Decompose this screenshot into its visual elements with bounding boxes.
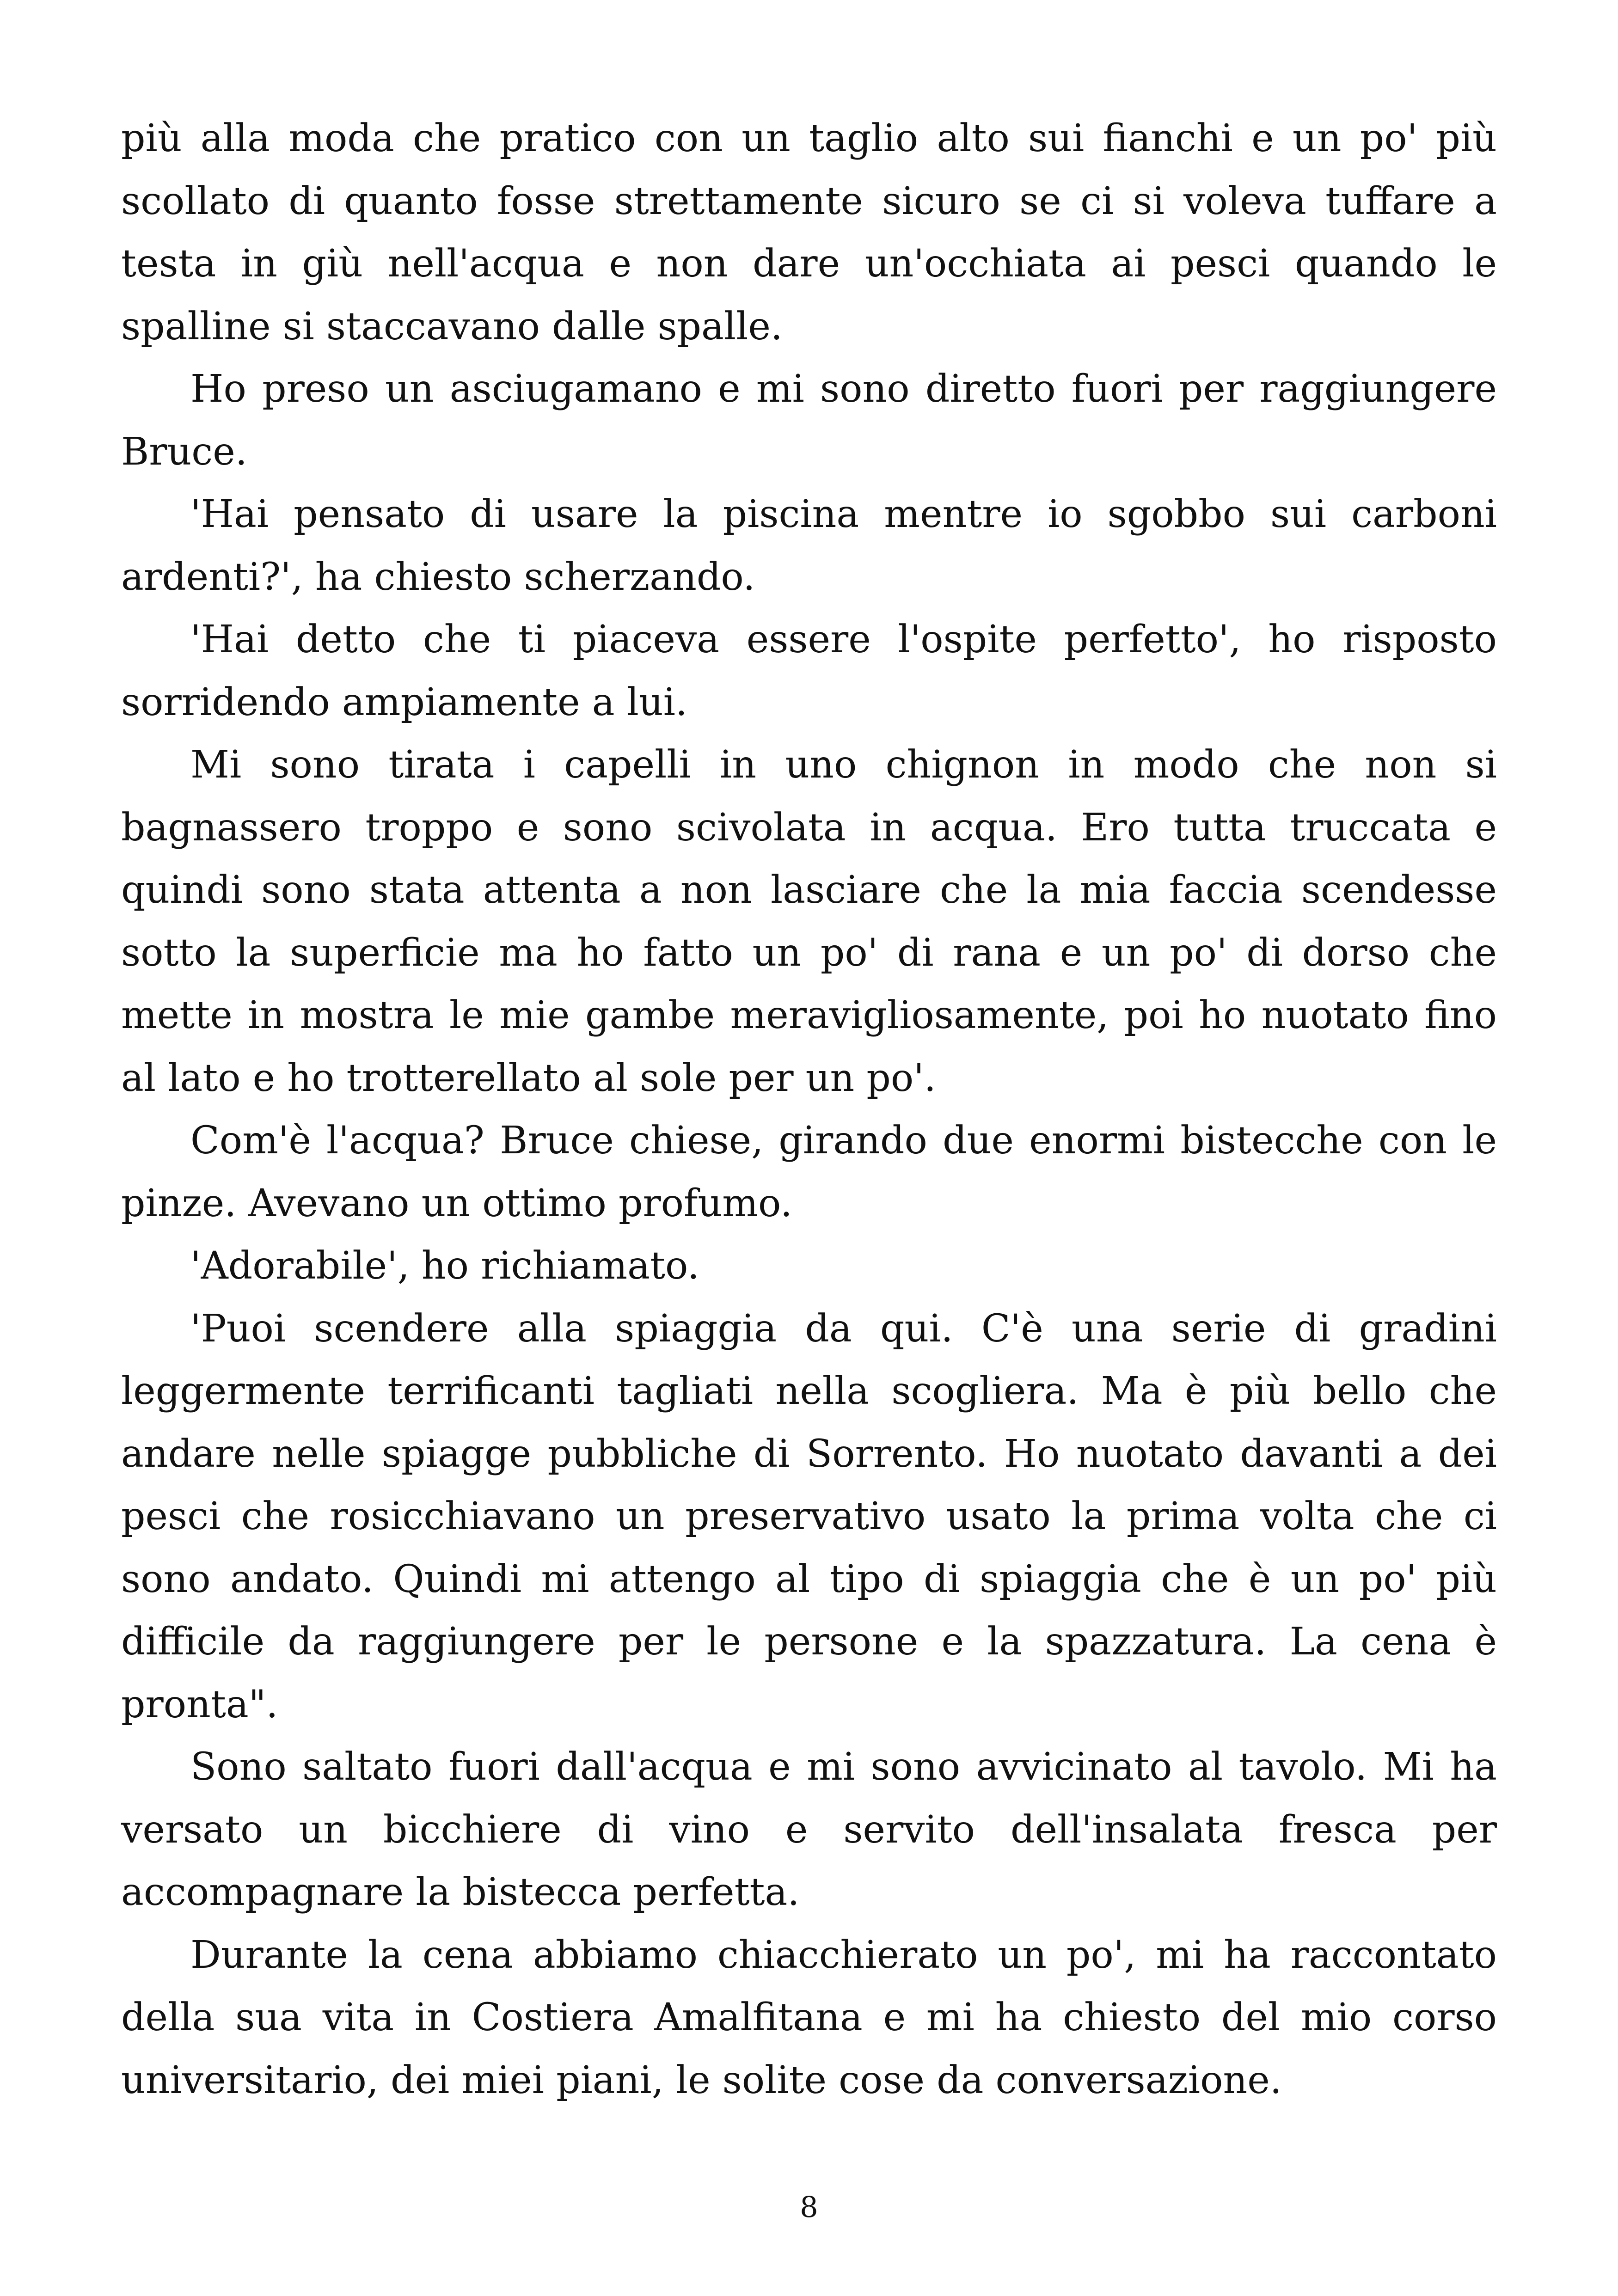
paragraph: 'Hai pensato di usare la piscina mentre io sgobbo sui carboni ardenti?', ha chiesto scherzando. — [121, 492, 1497, 599]
paragraph: Ho preso un asciugamano e mi sono diretto fuori per raggiungere Bruce. — [121, 367, 1497, 474]
paragraph: 'Puoi scendere alla spiaggia da qui. C'è una serie di gradini leggermente terrificanti tagliati nella scogliera. Ma è più bello che andare nelle spiagge pubbliche di Sorrento. Ho nuotato davanti a dei pesci che rosicchiavano un preservativo usato la prima volta che ci sono andato. Quindi mi attengo al tipo di spiaggia che è un po' più difficile da raggiungere per le persone e la spazzatura. La cena è pronta". — [121, 1306, 1497, 1727]
paragraph: Mi sono tirata i capelli in uno chignon in modo che non si bagnassero troppo e sono scivolata in acqua. Ero tutta truccata e quindi sono stata attenta a non lasciare che la mia faccia scendesse sotto la superficie ma ho fatto un po' di rana e un po' di dorso che mette in mostra le mie gambe meravigliosamente, poi ho nuotato fino al lato e ho trotterellato al sole per un po'. — [121, 743, 1497, 1100]
paragraph: 'Adorabile', ho richiamato. — [190, 1244, 699, 1288]
paragraph: più alla moda che pratico con un taglio alto sui fianchi e un po' più scollato di quanto fosse strettamente sicuro se ci si voleva tuffare a testa in giù nell'acqua e non dare un'occhiata ai pesci quando le spalline si staccavano dalle spalle. — [121, 116, 1497, 349]
paragraph: Com'è l'acqua? Bruce chiese, girando due enormi bistecche con le pinze. Avevano un ottimo profumo. — [121, 1119, 1497, 1225]
paragraph: Sono saltato fuori dall'acqua e mi sono avvicinato al tavolo. Mi ha versato un bicchiere di vino e servito dell'insalata fresca per accompagnare la bistecca perfetta. — [121, 1745, 1497, 1914]
body-text — [121, 107, 1497, 2112]
paragraph: 'Hai detto che ti piaceva essere l'ospite perfetto', ho risposto sorridendo ampiamente a lui. — [121, 618, 1497, 724]
paragraph: Durante la cena abbiamo chiacchierato un po', mi ha raccontato della sua vita in Costiera Amalfitana e mi ha chiesto del mio corso universitario, dei miei piani, le solite cose da conversazione. — [121, 1933, 1497, 2102]
page-number: 8 — [800, 2190, 818, 2224]
